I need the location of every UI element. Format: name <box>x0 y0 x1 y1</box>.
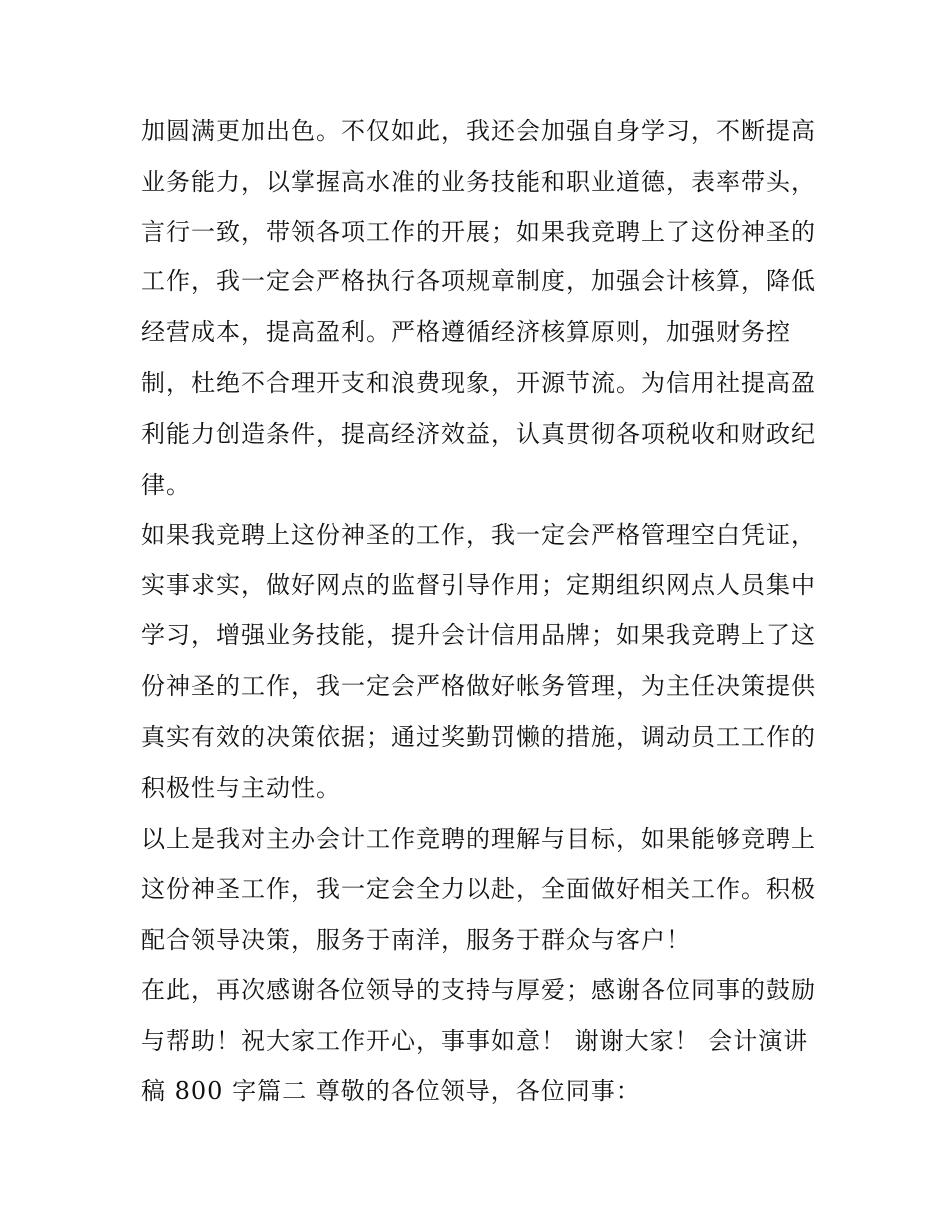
text-line: 真实有效的决策依据；通过奖勤罚懒的措施，调动员工工作的 <box>141 723 816 751</box>
text-line: 如果我竞聘上这份神圣的工作，我一定会严格管理空白凭证， <box>141 521 816 549</box>
text-line: 经营成本，提高盈利。严格遵循经济核算原则，加强财务控 <box>141 318 791 346</box>
text-line: 言行一致，带领各项工作的开展；如果我竞聘上了这份神圣的 <box>141 218 816 246</box>
text-line: 加圆满更加出色。不仅如此，我还会加强自身学习，不断提高 <box>141 117 816 145</box>
text-line: 份神圣的工作，我一定会严格做好帐务管理，为主任决策提供 <box>141 672 816 700</box>
text-line: 配合领导决策，服务于南洋，服务于群众与客户！ <box>141 926 691 954</box>
text-line: 制，杜绝不合理开支和浪费现象，开源节流。为信用社提高盈 <box>141 369 816 397</box>
text-line: 律。 <box>141 471 191 499</box>
text-line: 学习，增强业务技能，提升会计信用品牌；如果我竞聘上了这 <box>141 621 816 649</box>
text-line: 积极性与主动性。 <box>141 774 341 802</box>
text-line: 稿 800 字篇二 尊敬的各位领导，各位同事： <box>141 1077 641 1105</box>
text-line: 实事求实，做好网点的监督引导作用；定期组织网点人员集中 <box>141 571 816 599</box>
text-line: 在此，再次感谢各位领导的支持与厚爱；感谢各位同事的鼓励 <box>141 976 816 1004</box>
text-line: 工作，我一定会严格执行各项规章制度，加强会计核算，降低 <box>141 267 816 295</box>
text-line: 利能力创造条件，提高经济效益，认真贯彻各项税收和财政纪 <box>141 420 816 448</box>
text-line: 与帮助！祝大家工作开心，事事如意！ 谢谢大家！ 会计演讲 <box>141 1027 809 1055</box>
text-line: 这份神圣工作，我一定会全力以赴，全面做好相关工作。积极 <box>141 875 816 903</box>
text-line: 以上是我对主办会计工作竞聘的理解与目标，如果能够竞聘上 <box>141 825 816 853</box>
text-line: 业务能力，以掌握高水准的业务技能和职业道德，表率带头， <box>141 168 816 196</box>
